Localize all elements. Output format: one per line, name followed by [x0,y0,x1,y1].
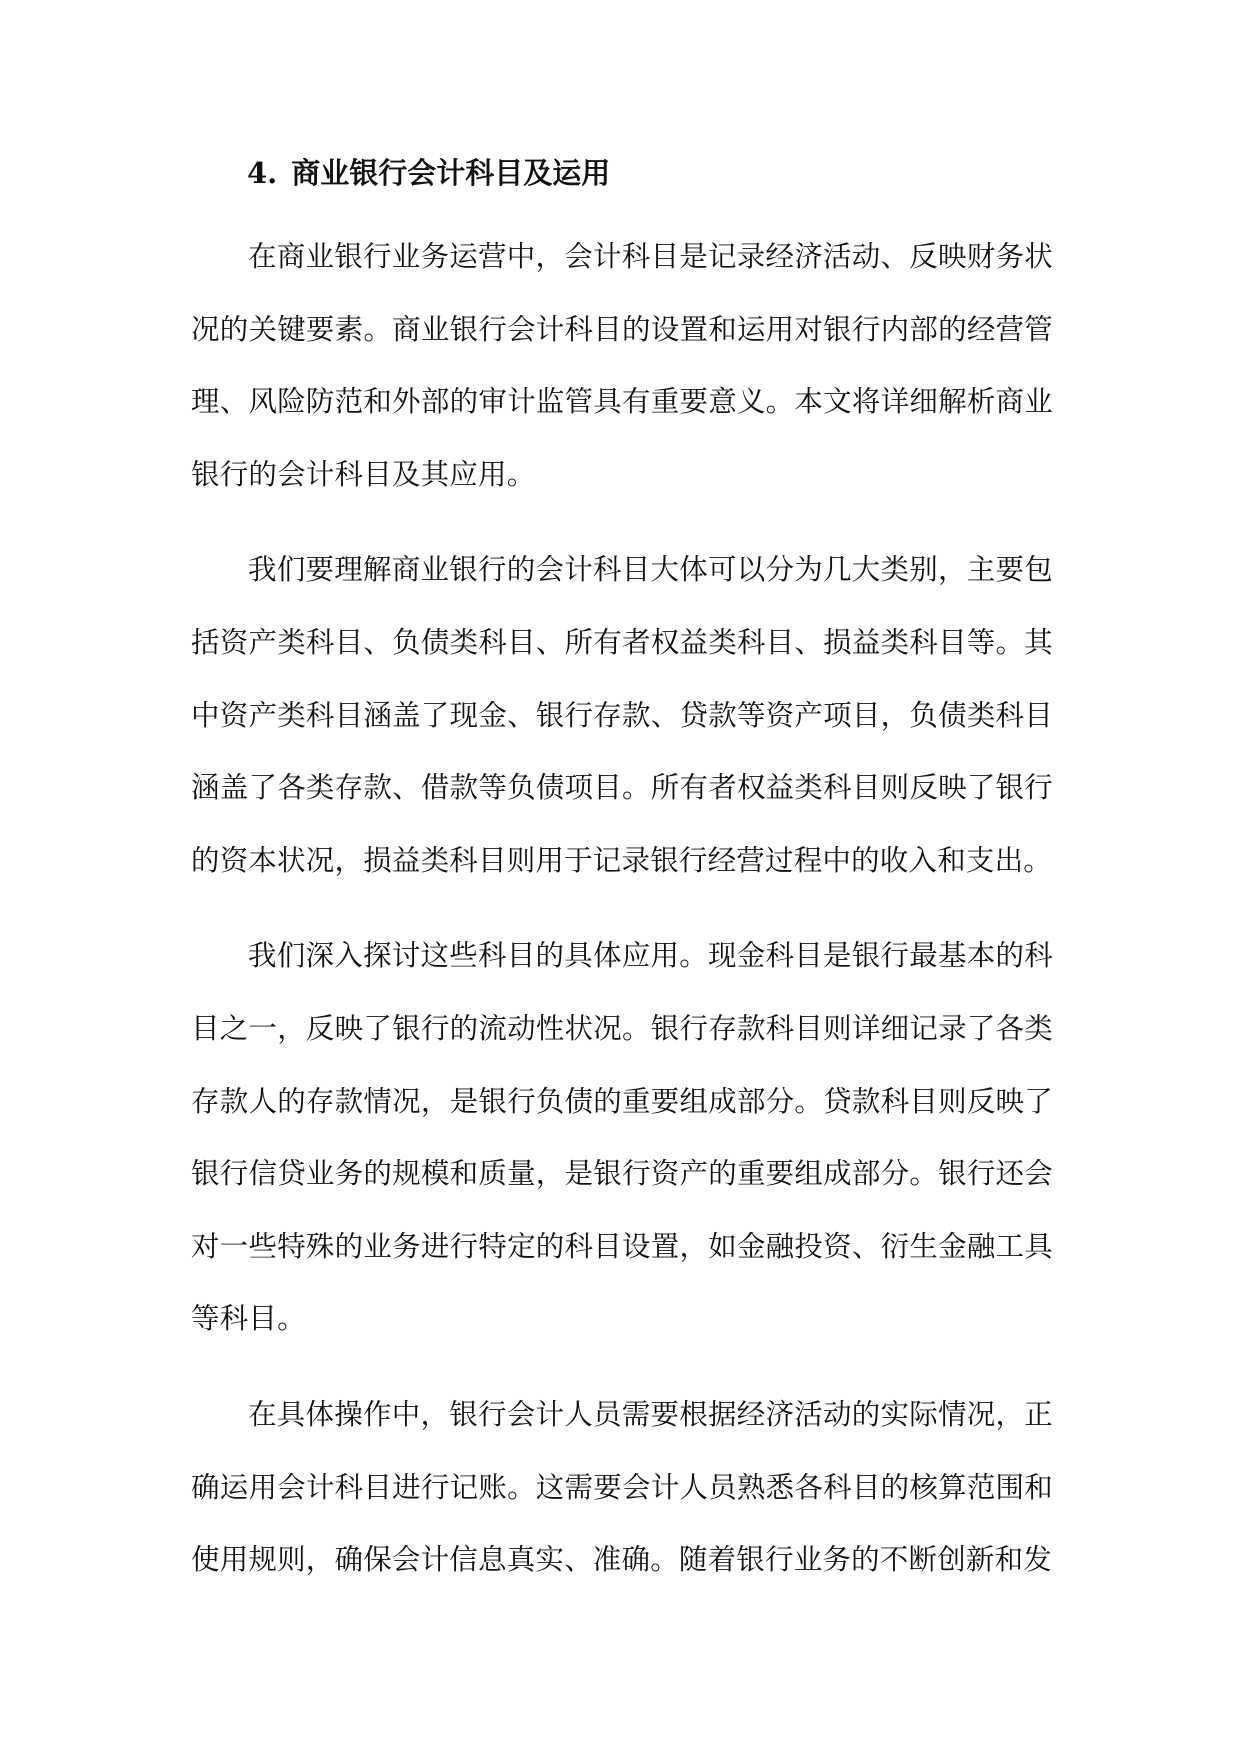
paragraph-operations: 在具体操作中，银行会计人员需要根据经济活动的实际情况，正确运用会计科目进行记账。这需要会计人员熟悉各科目的核算范围和使用规则，确保会计信息真实、准确。随着银行业务的不断创新和发 [191,1397,1053,1577]
section-heading [191,148,1053,198]
paragraph-categories: 我们要理解商业银行的会计科目大体可以分为几大类别，主要包括资产类科目、负债类科目、所有者权益类科目、损益类科目等。其中资产类科目涵盖了现金、银行存款、贷款等资产项目，负债类科目涵盖了各类存款、借款等负债项目。所有者权益类科目则反映了银行的资本状况，损益类科目则用于记录银行经营过程中的收入和支出。 [191,553,1053,877]
document-body [191,148,1053,1597]
section-number: 4. [247,156,278,190]
paragraph-intro: 在商业银行业务运营中，会计科目是记录经济活动、反映财务状况的关键要素。商业银行会计科目的设置和运用对银行内部的经营管理、风险防范和外部的审计监管具有重要意义。本文将详细解析商业银行的会计科目及其应用。 [191,240,1053,491]
section-title: 商业银行会计科目及运用 [291,156,611,190]
paragraph-applications: 我们深入探讨这些科目的具体应用。现金科目是银行最基本的科目之一，反映了银行的流动性状况。银行存款科目则详细记录了各类存款人的存款情况，是银行负债的重要组成部分。贷款科目则反映了银行信贷业务的规模和质量，是银行资产的重要组成部分。银行还会对一些特殊的业务进行特定的科目设置，如金融投资、衍生金融工具等科目。 [191,939,1053,1336]
